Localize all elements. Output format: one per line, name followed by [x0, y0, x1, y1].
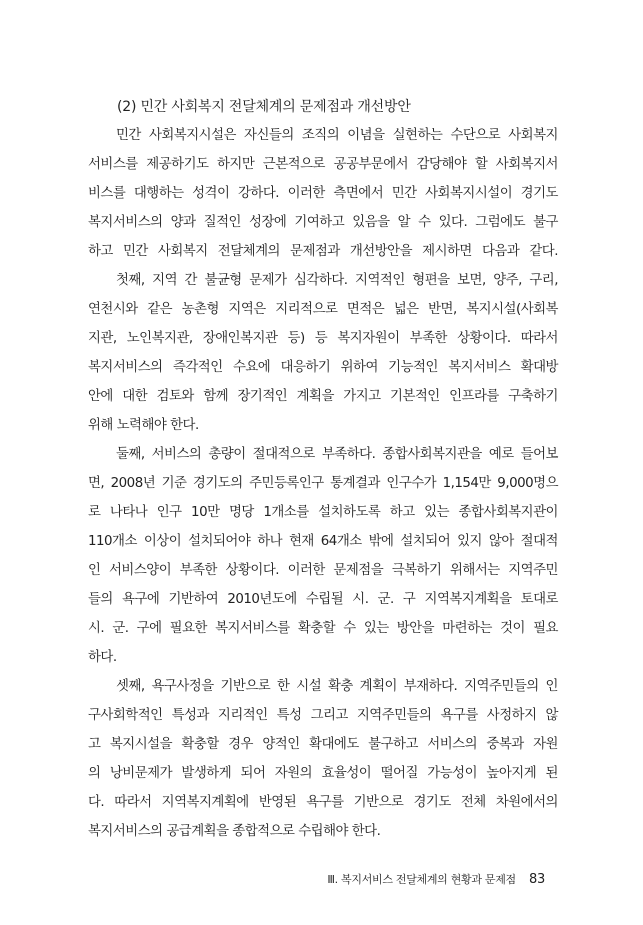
body-line: 인 서비스양이 부족한 상황이다. 이러한 문제점을 극복하기 위해서는 지역주민 — [88, 563, 558, 578]
page-number: 83 — [529, 872, 545, 887]
body-line: 하고 민간 사회복지 전달체계의 문제점과 개선방안을 제시하면 다음과 같다. — [88, 244, 558, 259]
body-line: 비스를 대행하는 성격이 강하다. 이러한 측면에서 민간 사회복지시설이 경기도 — [88, 186, 558, 201]
body-line: 복지서비스의 즉각적인 수요에 대응하기 위하여 기능적인 복지서비스 확대방 — [88, 360, 558, 375]
body-line: 다. 따라서 지역복지계획에 반영된 욕구를 기반으로 경기도 전체 차원에서의 — [88, 795, 558, 810]
body-line: 안에 대한 검토와 함께 장기적인 계획을 가지고 기본적인 인프라를 구축하기 — [88, 389, 558, 404]
footer-chapter-title: Ⅲ. 복지서비스 전달체계의 현황과 문제점 — [327, 873, 516, 886]
body-line: 하다. — [88, 650, 117, 665]
section-heading: (2) 민간 사회복지 전달체계의 문제점과 개선방안 — [117, 99, 411, 115]
body-line: 첫째, 지역 간 불균형 문제가 심각하다. 지역적인 형편을 보면, 양주, 구리, — [116, 273, 558, 288]
body-line: 시. 군. 구에 필요한 복지서비스를 확충할 수 있는 방안을 마련하는 것이 필요 — [88, 621, 558, 636]
body-line: 들의 욕구에 기반하여 2010년도에 수립될 시. 군. 구 지역복지계획을 토대로 — [88, 592, 558, 607]
body-line: 복지서비스의 양과 질적인 성장에 기여하고 있음을 알 수 있다. 그럼에도 불구 — [88, 215, 558, 230]
body-line: 구사회학적인 특성과 지리적인 특성 그리고 지역주민들의 욕구를 사정하지 않 — [88, 708, 558, 723]
body-line: 고 복지시설을 확충할 경우 양적인 확대에도 불구하고 서비스의 중복과 자원 — [88, 737, 558, 752]
page-footer — [327, 872, 545, 888]
body-line: 110개소 이상이 설치되어야 하나 현재 64개소 밖에 설치되어 있지 않아 절대적 — [88, 534, 558, 549]
body-line: 의 낭비문제가 발생하게 되어 자원의 효율성이 떨어질 가능성이 높아지게 된 — [88, 766, 558, 781]
body-line: 서비스를 제공하기도 하지만 근본적으로 공공부문에서 감당해야 할 사회복지서 — [88, 157, 558, 172]
body-line: 둘째, 서비스의 총량이 절대적으로 부족하다. 종합사회복지관을 예로 들어보 — [116, 447, 558, 462]
body-line: 로 나타나 인구 10만 명당 1개소를 설치하도록 하고 있는 종합사회복지관이 — [88, 505, 558, 520]
body-line: 연천시와 같은 농촌형 지역은 지리적으로 면적은 넓은 반면, 복지시설(사회복 — [88, 302, 558, 317]
body-line: 면, 2008년 기준 경기도의 주민등록인구 통계결과 인구수가 1,154만 9,000명으 — [88, 476, 558, 491]
body-line: 복지서비스의 공급계획을 종합적으로 수립해야 한다. — [88, 824, 381, 839]
body-line: 민간 사회복지시설은 자신들의 조직의 이념을 실현하는 수단으로 사회복지 — [116, 128, 558, 143]
body-text — [88, 121, 558, 846]
body-line: 셋째, 욕구사정을 기반으로 한 시설 확충 계획이 부재하다. 지역주민들의 인 — [116, 679, 558, 694]
body-line: 지관, 노인복지관, 장애인복지관 등) 등 복지자원이 부족한 상황이다. 따라서 — [88, 331, 558, 346]
body-line: 위해 노력해야 한다. — [88, 418, 199, 433]
